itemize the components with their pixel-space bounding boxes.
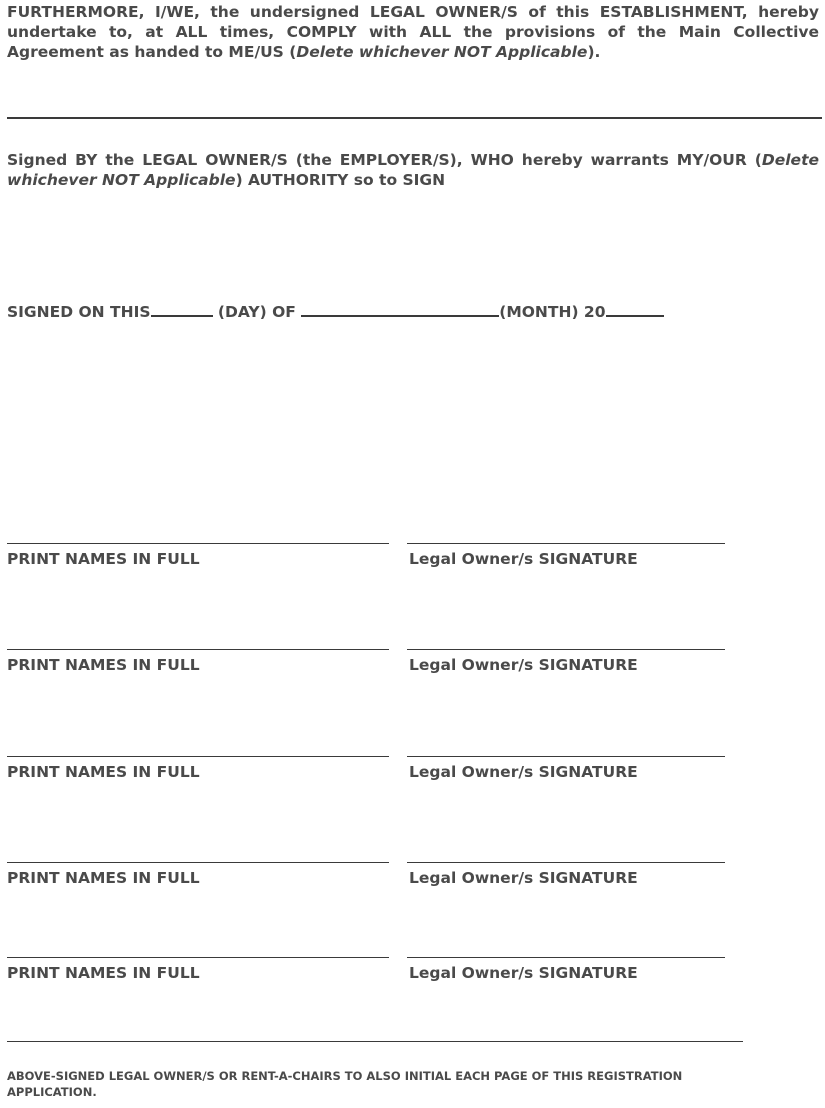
year-blank-field[interactable]	[606, 299, 664, 317]
authority-italic-note: Delete whichever NOT Applicable	[7, 151, 819, 189]
undertaking-italic-note: Delete whichever NOT Applicable	[296, 43, 588, 61]
undertaking-text: FURTHERMORE, I/WE, the undersigned LEGAL OWNER/S of this ESTABLISHMENT, hereby undertake to, at ALL times, COMPLY with ALL the provisions of the Main Collective Agreement as handed to ME/US (	[7, 3, 819, 61]
month-label: (MONTH) 20	[499, 303, 606, 321]
print-name-line[interactable]	[7, 649, 389, 650]
print-name-label: PRINT NAMES IN FULL	[7, 964, 200, 982]
day-label: (DAY) OF	[217, 303, 296, 321]
signature-line[interactable]	[407, 543, 725, 544]
signature-row	[0, 649, 825, 679]
print-name-label: PRINT NAMES IN FULL	[7, 550, 200, 568]
signature-line[interactable]	[407, 862, 725, 863]
print-name-line[interactable]	[7, 756, 389, 757]
signature-row	[0, 862, 825, 892]
signed-on-label: SIGNED ON THIS	[7, 303, 151, 321]
print-name-label: PRINT NAMES IN FULL	[7, 869, 200, 887]
signature-line[interactable]	[407, 957, 725, 958]
footer-divider	[7, 1041, 743, 1042]
signature-row	[0, 756, 825, 786]
authority-text: Signed BY the LEGAL OWNER/S (the EMPLOYER/S), WHO hereby warrants MY/OUR (	[7, 151, 762, 169]
footer-note: ABOVE-SIGNED LEGAL OWNER/S OR RENT-A-CHAIRS TO ALSO INITIAL EACH PAGE OF THIS REGISTRATION APPLICATION.	[7, 1069, 683, 1099]
undertaking-text-end: ).	[587, 43, 601, 61]
signing-date-line	[7, 299, 664, 322]
signature-line[interactable]	[407, 649, 725, 650]
signature-label: Legal Owner/s SIGNATURE	[409, 656, 638, 674]
print-name-line[interactable]	[7, 543, 389, 544]
day-blank-field[interactable]	[151, 299, 213, 317]
month-blank-field[interactable]	[301, 299, 499, 317]
authority-text-end: ) AUTHORITY so to SIGN	[235, 171, 446, 189]
signature-row	[0, 543, 825, 573]
signature-label: Legal Owner/s SIGNATURE	[409, 763, 638, 781]
print-name-line[interactable]	[7, 957, 389, 958]
authority-paragraph	[7, 150, 819, 190]
print-name-label: PRINT NAMES IN FULL	[7, 656, 200, 674]
signature-line[interactable]	[407, 756, 725, 757]
signature-label: Legal Owner/s SIGNATURE	[409, 550, 638, 568]
signature-label: Legal Owner/s SIGNATURE	[409, 964, 638, 982]
print-name-line[interactable]	[7, 862, 389, 863]
print-name-label: PRINT NAMES IN FULL	[7, 763, 200, 781]
signature-row	[0, 957, 825, 987]
signature-label: Legal Owner/s SIGNATURE	[409, 869, 638, 887]
undertaking-paragraph	[7, 2, 819, 62]
section-divider	[7, 117, 822, 119]
